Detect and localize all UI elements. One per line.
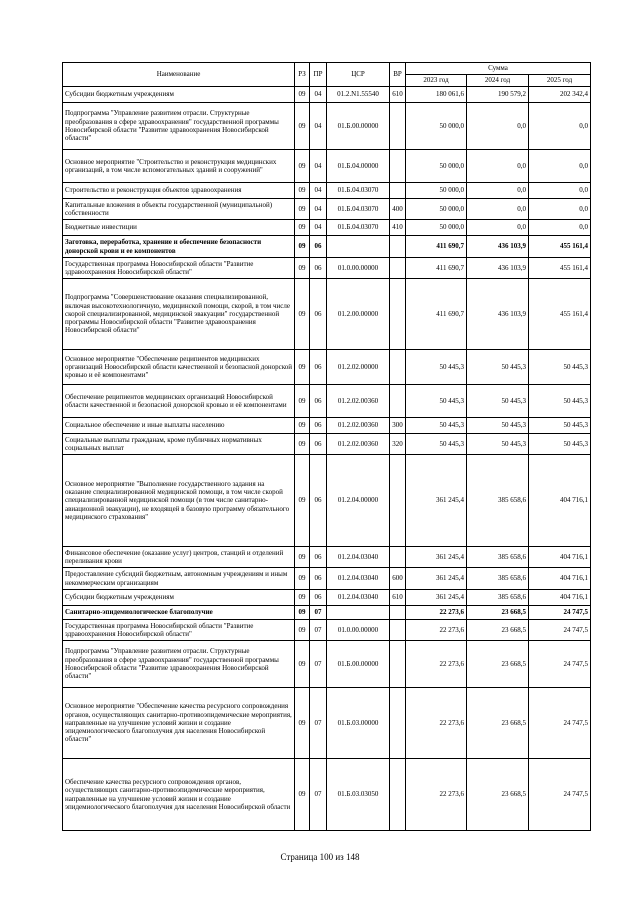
- row-2024-cell: 436 103,9: [467, 236, 529, 258]
- row-2023-cell: 411 690,7: [406, 279, 467, 350]
- row-csr-cell: 01.0.00.00000: [327, 620, 390, 641]
- row-2025-cell: 404 716,1: [529, 568, 591, 590]
- table-row: [63, 258, 591, 279]
- row-2025-cell: 0,0: [529, 199, 591, 220]
- row-2025-cell: 50 445,3: [529, 350, 591, 385]
- row-pr-cell: 07: [310, 688, 327, 759]
- row-2025-cell: 455 161,4: [529, 279, 591, 350]
- row-csr-cell: 01.Б.04.03070: [327, 183, 390, 199]
- row-name-cell: Основное мероприятие "Строительство и реконструкция медицинских организаций, в том числе вспомогательных зданий и сооружений": [63, 150, 295, 183]
- col-header-name: Наименование: [63, 63, 295, 87]
- row-name-cell: Основное мероприятие "Выполнение государственного задания на оказание специализированной медицинской помощи, в том числе скорой специализированной медицинской помощи (в том числе санитарно-авиационной эвакуации), не входящей в базовую программу обязательного медицинского страхования": [63, 455, 295, 547]
- col-header-rz: РЗ: [295, 63, 310, 87]
- row-csr-cell: 01.0.00.00000: [327, 258, 390, 279]
- col-header-csr: ЦСР: [327, 63, 390, 87]
- row-2023-cell: 361 245,4: [406, 590, 467, 606]
- row-pr-cell: 06: [310, 547, 327, 568]
- row-name-cell: Социальное обеспечение и иные выплаты населению: [63, 418, 295, 434]
- row-2024-cell: 0,0: [467, 103, 529, 150]
- row-csr-cell: 01.2.04.03040: [327, 590, 390, 606]
- row-2024-cell: 385 658,6: [467, 455, 529, 547]
- row-pr-cell: 04: [310, 87, 327, 103]
- table-row: [63, 759, 591, 831]
- row-vr-cell: [390, 258, 406, 279]
- row-pr-cell: 04: [310, 183, 327, 199]
- row-vr-cell: [390, 236, 406, 258]
- row-2023-cell: 361 245,4: [406, 455, 467, 547]
- row-vr-cell: 400: [390, 199, 406, 220]
- row-name-cell: Основное мероприятие "Обеспечение качества ресурсного сопровождения органов, осуществляющих санитарно-противоэпидемические мероприятия, направленные на улучшение условий жизни и создание эпидемиологического благополучия для населения Новосибирской области": [63, 688, 295, 759]
- row-csr-cell: 01.Б.00.00000: [327, 641, 390, 688]
- row-vr-cell: [390, 183, 406, 199]
- row-vr-cell: [390, 641, 406, 688]
- row-vr-cell: 610: [390, 590, 406, 606]
- row-rz-cell: 09: [295, 279, 310, 350]
- row-csr-cell: 01.2.02.00000: [327, 350, 390, 385]
- col-header-2025: 2025 год: [529, 75, 591, 87]
- row-vr-cell: 300: [390, 418, 406, 434]
- row-pr-cell: 04: [310, 199, 327, 220]
- row-2024-cell: 436 103,9: [467, 258, 529, 279]
- row-name-cell: Капитальные вложения в объекты государственной (муниципальной) собственности: [63, 199, 295, 220]
- row-2023-cell: 361 245,4: [406, 568, 467, 590]
- table-row: [63, 434, 591, 455]
- row-2024-cell: 0,0: [467, 183, 529, 199]
- row-2024-cell: 385 658,6: [467, 590, 529, 606]
- row-2024-cell: 23 668,5: [467, 606, 529, 620]
- table-row: [63, 455, 591, 547]
- row-2025-cell: 455 161,4: [529, 258, 591, 279]
- row-pr-cell: 04: [310, 220, 327, 236]
- table-row: [63, 568, 591, 590]
- row-vr-cell: [390, 606, 406, 620]
- row-2024-cell: 436 103,9: [467, 279, 529, 350]
- row-2023-cell: 50 000,0: [406, 150, 467, 183]
- row-2023-cell: 411 690,7: [406, 258, 467, 279]
- col-header-2024: 2024 год: [467, 75, 529, 87]
- row-csr-cell: 01.Б.04.00000: [327, 150, 390, 183]
- row-rz-cell: 09: [295, 590, 310, 606]
- table-row: [63, 620, 591, 641]
- budget-table-body: [63, 87, 591, 831]
- table-row: [63, 236, 591, 258]
- row-2025-cell: 404 716,1: [529, 455, 591, 547]
- row-2023-cell: 22 273,6: [406, 606, 467, 620]
- row-rz-cell: 09: [295, 385, 310, 418]
- row-name-cell: Обеспечение реципиентов медицинских организаций Новосибирской области качественной и безопасной донорской кровью и её компонентами: [63, 385, 295, 418]
- row-2024-cell: 50 445,3: [467, 385, 529, 418]
- row-rz-cell: 09: [295, 418, 310, 434]
- row-2024-cell: 50 445,3: [467, 418, 529, 434]
- row-2025-cell: 404 716,1: [529, 547, 591, 568]
- row-name-cell: Предоставление субсидий бюджетным, автономным учреждениям и иным некоммерческим организациям: [63, 568, 295, 590]
- row-vr-cell: [390, 547, 406, 568]
- row-2023-cell: 50 000,0: [406, 220, 467, 236]
- table-row: [63, 199, 591, 220]
- row-vr-cell: [390, 620, 406, 641]
- row-name-cell: Государственная программа Новосибирской области "Развитие здравоохранения Новосибирской области": [63, 620, 295, 641]
- table-row: [63, 220, 591, 236]
- table-row: [63, 350, 591, 385]
- row-csr-cell: 01.2.04.03040: [327, 547, 390, 568]
- row-2025-cell: 50 445,3: [529, 434, 591, 455]
- row-vr-cell: 410: [390, 220, 406, 236]
- table-row: [63, 87, 591, 103]
- row-pr-cell: 06: [310, 455, 327, 547]
- row-rz-cell: 09: [295, 350, 310, 385]
- row-rz-cell: 09: [295, 236, 310, 258]
- row-rz-cell: 09: [295, 183, 310, 199]
- row-csr-cell: 01.2.04.00000: [327, 455, 390, 547]
- row-2023-cell: 50 445,3: [406, 350, 467, 385]
- row-pr-cell: 07: [310, 641, 327, 688]
- row-2023-cell: 22 273,6: [406, 641, 467, 688]
- table-row: [63, 385, 591, 418]
- row-csr-cell: [327, 236, 390, 258]
- row-rz-cell: 09: [295, 150, 310, 183]
- row-2024-cell: 50 445,3: [467, 434, 529, 455]
- row-rz-cell: 09: [295, 641, 310, 688]
- budget-table-sheet: [62, 62, 590, 831]
- row-2024-cell: 23 668,5: [467, 620, 529, 641]
- row-csr-cell: 01.Б.03.03050: [327, 759, 390, 831]
- row-csr-cell: 01.2.02.00360: [327, 434, 390, 455]
- row-2025-cell: 0,0: [529, 150, 591, 183]
- row-csr-cell: 01.Б.04.03070: [327, 220, 390, 236]
- row-2024-cell: 23 668,5: [467, 759, 529, 831]
- table-row: [63, 547, 591, 568]
- row-2024-cell: 385 658,6: [467, 547, 529, 568]
- row-rz-cell: 09: [295, 220, 310, 236]
- row-2024-cell: 0,0: [467, 150, 529, 183]
- row-vr-cell: [390, 279, 406, 350]
- row-2024-cell: 23 668,5: [467, 688, 529, 759]
- row-name-cell: Государственная программа Новосибирской области "Развитие здравоохранения Новосибирской области": [63, 258, 295, 279]
- row-2025-cell: 24 747,5: [529, 606, 591, 620]
- row-name-cell: Субсидии бюджетным учреждениям: [63, 590, 295, 606]
- row-2023-cell: 50 445,3: [406, 434, 467, 455]
- row-rz-cell: 09: [295, 199, 310, 220]
- row-2024-cell: 50 445,3: [467, 350, 529, 385]
- row-pr-cell: 06: [310, 385, 327, 418]
- row-name-cell: Финансовое обеспечение (оказание услуг) центров, станций и отделений переливания крови: [63, 547, 295, 568]
- row-csr-cell: 01.2.00.00000: [327, 279, 390, 350]
- col-header-sum: Сумма: [406, 63, 591, 75]
- row-2025-cell: 0,0: [529, 103, 591, 150]
- row-csr-cell: 01.Б.04.03070: [327, 199, 390, 220]
- row-name-cell: Обеспечение качества ресурсного сопровождения органов, осуществляющих санитарно-противоэпидемические мероприятия, направленные на улучшение условий жизни и создание эпидемиологического благополучия для населения Новосибирской области: [63, 759, 295, 831]
- row-vr-cell: 610: [390, 87, 406, 103]
- row-pr-cell: 04: [310, 103, 327, 150]
- row-vr-cell: [390, 150, 406, 183]
- row-rz-cell: 09: [295, 568, 310, 590]
- row-2023-cell: 22 273,6: [406, 759, 467, 831]
- table-row: [63, 606, 591, 620]
- row-pr-cell: 06: [310, 350, 327, 385]
- row-rz-cell: 09: [295, 759, 310, 831]
- table-row: [63, 183, 591, 199]
- row-name-cell: Подпрограмма "Совершенствование оказания специализированной, включая высокотехнологичную, медицинской помощи, скорой, в том числе скорой специализированной, медицинской эвакуации" государственной программы Новосибирской области "Развитие здравоохранения Новосибирской области": [63, 279, 295, 350]
- row-rz-cell: 09: [295, 103, 310, 150]
- row-vr-cell: [390, 385, 406, 418]
- row-pr-cell: 07: [310, 606, 327, 620]
- row-2024-cell: 0,0: [467, 220, 529, 236]
- row-name-cell: Основное мероприятие "Обеспечение реципиентов медицинских организаций Новосибирской области качественной и безопасной донорской кровью и её компонентами": [63, 350, 295, 385]
- row-rz-cell: 09: [295, 688, 310, 759]
- row-pr-cell: 07: [310, 759, 327, 831]
- row-csr-cell: 01.2.N1.55540: [327, 87, 390, 103]
- row-name-cell: Субсидии бюджетным учреждениям: [63, 87, 295, 103]
- row-rz-cell: 09: [295, 455, 310, 547]
- table-row: [63, 150, 591, 183]
- row-2023-cell: 50 000,0: [406, 103, 467, 150]
- row-csr-cell: [327, 606, 390, 620]
- col-header-pr: ПР: [310, 63, 327, 87]
- row-rz-cell: 09: [295, 620, 310, 641]
- row-2023-cell: 50 445,3: [406, 418, 467, 434]
- budget-table: [62, 62, 591, 831]
- row-vr-cell: 600: [390, 568, 406, 590]
- row-name-cell: Заготовка, переработка, хранение и обеспечение безопасности донорской крови и ее компонентов: [63, 236, 295, 258]
- row-vr-cell: [390, 759, 406, 831]
- row-name-cell: Санитарно-эпидемиологическое благополучие: [63, 606, 295, 620]
- row-2025-cell: 24 747,5: [529, 641, 591, 688]
- row-rz-cell: 09: [295, 547, 310, 568]
- row-csr-cell: 01.Б.03.00000: [327, 688, 390, 759]
- row-csr-cell: 01.2.02.00360: [327, 385, 390, 418]
- table-row: [63, 103, 591, 150]
- row-name-cell: Строительство и реконструкция объектов здравоохранения: [63, 183, 295, 199]
- row-pr-cell: 06: [310, 434, 327, 455]
- row-2023-cell: 22 273,6: [406, 688, 467, 759]
- row-vr-cell: [390, 350, 406, 385]
- row-2024-cell: 190 579,2: [467, 87, 529, 103]
- row-2025-cell: 24 747,5: [529, 688, 591, 759]
- row-pr-cell: 06: [310, 590, 327, 606]
- row-pr-cell: 06: [310, 279, 327, 350]
- row-pr-cell: 04: [310, 150, 327, 183]
- row-2023-cell: 411 690,7: [406, 236, 467, 258]
- row-2025-cell: 24 747,5: [529, 620, 591, 641]
- table-row: [63, 641, 591, 688]
- row-csr-cell: 01.Б.00.00000: [327, 103, 390, 150]
- row-vr-cell: [390, 455, 406, 547]
- row-vr-cell: 320: [390, 434, 406, 455]
- row-csr-cell: 01.2.02.00360: [327, 418, 390, 434]
- row-name-cell: Подпрограмма "Управление развитием отрасли. Структурные преобразования в сфере здравоохранения" государственной программы Новосибирской области "Развитие здравоохранения Новосибирской области": [63, 103, 295, 150]
- row-2023-cell: 361 245,4: [406, 547, 467, 568]
- row-pr-cell: 06: [310, 418, 327, 434]
- row-2023-cell: 50 000,0: [406, 199, 467, 220]
- row-csr-cell: 01.2.04.03040: [327, 568, 390, 590]
- page-number: Страница 100 из 148: [280, 852, 360, 862]
- row-2023-cell: 50 445,3: [406, 385, 467, 418]
- row-pr-cell: 06: [310, 236, 327, 258]
- table-row: [63, 688, 591, 759]
- row-name-cell: Социальные выплаты гражданам, кроме публичных нормативных социальных выплат: [63, 434, 295, 455]
- row-vr-cell: [390, 688, 406, 759]
- row-vr-cell: [390, 103, 406, 150]
- row-2024-cell: 23 668,5: [467, 641, 529, 688]
- row-2025-cell: 455 161,4: [529, 236, 591, 258]
- row-2025-cell: 404 716,1: [529, 590, 591, 606]
- row-rz-cell: 09: [295, 606, 310, 620]
- row-rz-cell: 09: [295, 87, 310, 103]
- row-pr-cell: 06: [310, 258, 327, 279]
- row-name-cell: Подпрограмма "Управление развитием отрасли. Структурные преобразования в сфере здравоохранения" государственной программы Новосибирской области "Развитие здравоохранения Новосибирской области": [63, 641, 295, 688]
- table-row: [63, 418, 591, 434]
- row-2024-cell: 385 658,6: [467, 568, 529, 590]
- row-2025-cell: 24 747,5: [529, 759, 591, 831]
- table-row: [63, 590, 591, 606]
- col-header-vr: ВР: [390, 63, 406, 87]
- row-pr-cell: 07: [310, 620, 327, 641]
- row-2025-cell: 0,0: [529, 183, 591, 199]
- row-name-cell: Бюджетные инвестиции: [63, 220, 295, 236]
- row-rz-cell: 09: [295, 258, 310, 279]
- row-2025-cell: 202 342,4: [529, 87, 591, 103]
- row-2023-cell: 22 273,6: [406, 620, 467, 641]
- row-2023-cell: 50 000,0: [406, 183, 467, 199]
- row-2025-cell: 50 445,3: [529, 385, 591, 418]
- row-2025-cell: 0,0: [529, 220, 591, 236]
- row-2024-cell: 0,0: [467, 199, 529, 220]
- table-row: [63, 279, 591, 350]
- row-2025-cell: 50 445,3: [529, 418, 591, 434]
- row-2023-cell: 180 061,6: [406, 87, 467, 103]
- row-pr-cell: 06: [310, 568, 327, 590]
- row-rz-cell: 09: [295, 434, 310, 455]
- col-header-2023: 2023 год: [406, 75, 467, 87]
